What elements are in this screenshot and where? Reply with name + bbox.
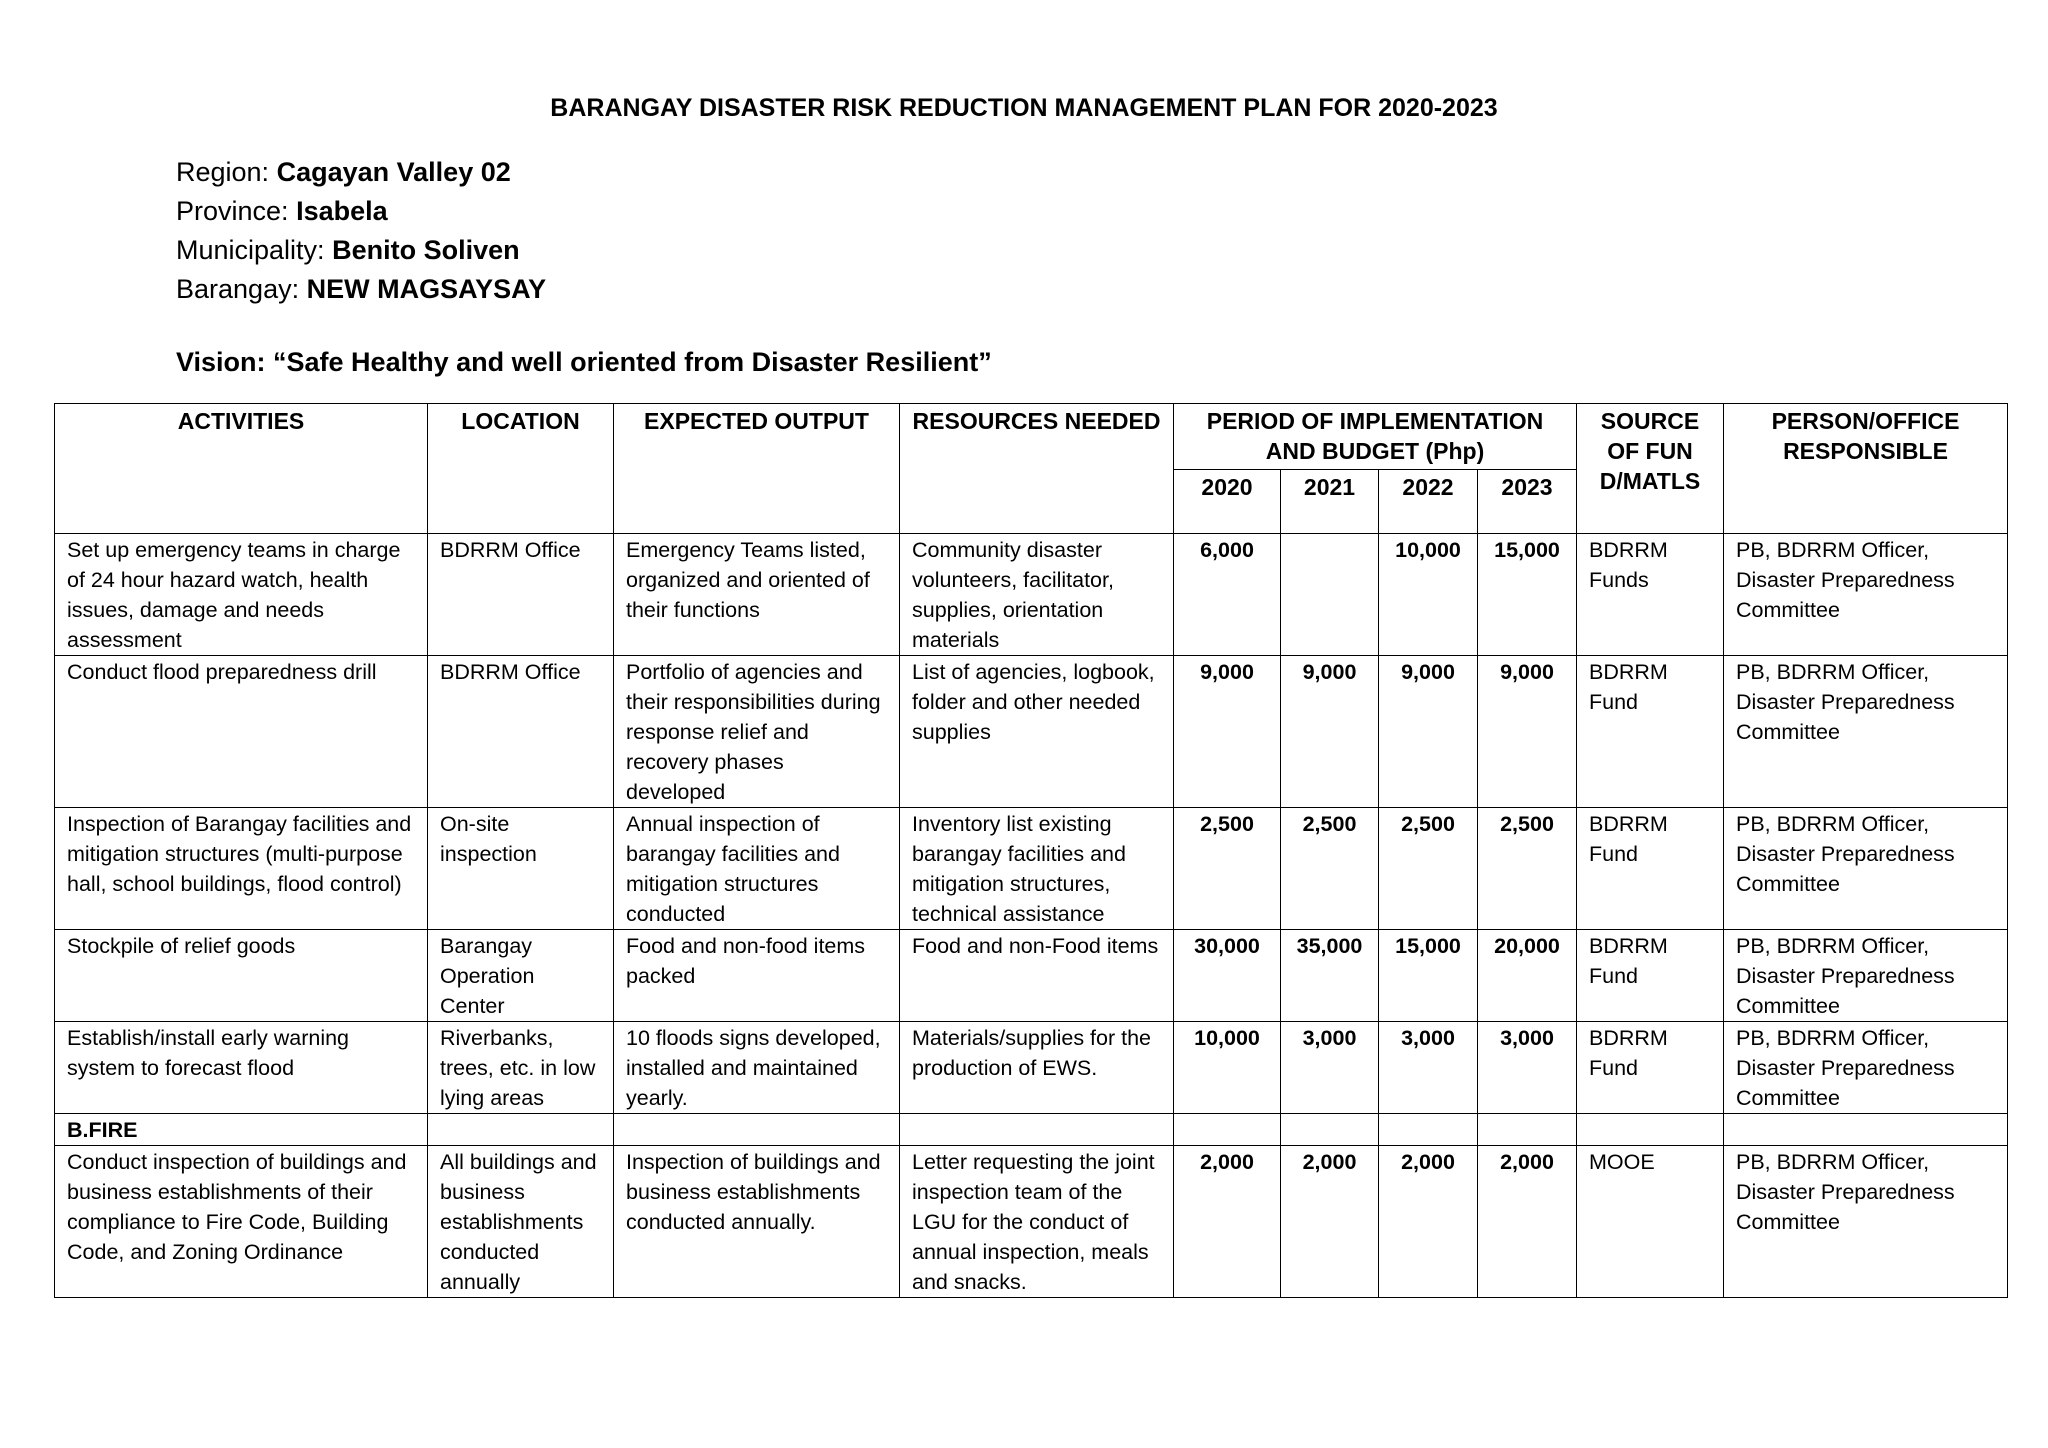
header-period: PERIOD OF IMPLEMENTATION AND BUDGET (Php) bbox=[1174, 404, 1577, 470]
budget-2023-cell: 20,000 bbox=[1478, 930, 1577, 1022]
activity-cell: Inspection of Barangay facilities and mitigation structures (multi-purpose hall, school buildings, flood control) bbox=[55, 808, 428, 930]
activity-cell: Establish/install early warning system to forecast flood bbox=[55, 1022, 428, 1114]
activity-cell: Conduct inspection of buildings and business establishments of their compliance to Fire Code, Building Code, and Zoning Ordinance bbox=[55, 1146, 428, 1298]
resources-cell: List of agencies, logbook, folder and other needed supplies bbox=[900, 656, 1174, 808]
budget-2023-cell: 2,500 bbox=[1478, 808, 1577, 930]
section-label-fire: B.FIRE bbox=[55, 1114, 428, 1146]
drrm-plan-table bbox=[54, 403, 2008, 1298]
empty-cell bbox=[428, 1114, 614, 1146]
budget-2020-cell: 2,000 bbox=[1174, 1146, 1281, 1298]
budget-2023-cell: 2,000 bbox=[1478, 1146, 1577, 1298]
barangay-line bbox=[176, 270, 546, 309]
budget-2021-cell bbox=[1281, 534, 1379, 656]
barangay-value: NEW MAGSAYSAY bbox=[306, 274, 547, 304]
header-location: LOCATION bbox=[428, 404, 614, 534]
empty-cell bbox=[900, 1114, 1174, 1146]
empty-cell bbox=[1174, 1114, 1281, 1146]
municipality-value: Benito Soliven bbox=[332, 235, 520, 265]
budget-2020-cell: 30,000 bbox=[1174, 930, 1281, 1022]
table-row bbox=[55, 1146, 2008, 1298]
person-cell: PB, BDRRM Officer, Disaster Preparedness Committee bbox=[1724, 1146, 2008, 1298]
budget-2022-cell: 3,000 bbox=[1379, 1022, 1478, 1114]
location-info bbox=[176, 153, 546, 309]
header-year-2023: 2023 bbox=[1478, 470, 1577, 534]
budget-2022-cell: 15,000 bbox=[1379, 930, 1478, 1022]
output-cell: Annual inspection of barangay facilities and mitigation structures conducted bbox=[614, 808, 900, 930]
activity-cell: Conduct flood preparedness drill bbox=[55, 656, 428, 808]
header-year-2022: 2022 bbox=[1379, 470, 1478, 534]
output-cell: 10 floods signs developed, installed and maintained yearly. bbox=[614, 1022, 900, 1114]
budget-2023-cell: 3,000 bbox=[1478, 1022, 1577, 1114]
output-cell: Inspection of buildings and business establishments conducted annually. bbox=[614, 1146, 900, 1298]
location-cell: BDRRM Office bbox=[428, 656, 614, 808]
region-line bbox=[176, 153, 546, 192]
location-cell: Riverbanks, trees, etc. in low lying areas bbox=[428, 1022, 614, 1114]
province-value: Isabela bbox=[296, 196, 388, 226]
section-row bbox=[55, 1114, 2008, 1146]
location-cell: Barangay Operation Center bbox=[428, 930, 614, 1022]
budget-2022-cell: 10,000 bbox=[1379, 534, 1478, 656]
table-row bbox=[55, 930, 2008, 1022]
header-expected-output: EXPECTED OUTPUT bbox=[614, 404, 900, 534]
source-cell: MOOE bbox=[1577, 1146, 1724, 1298]
empty-cell bbox=[1281, 1114, 1379, 1146]
activity-cell: Set up emergency teams in charge of 24 hour hazard watch, health issues, damage and needs assessment bbox=[55, 534, 428, 656]
budget-2021-cell: 35,000 bbox=[1281, 930, 1379, 1022]
budget-2020-cell: 9,000 bbox=[1174, 656, 1281, 808]
header-activities: ACTIVITIES bbox=[55, 404, 428, 534]
province-line bbox=[176, 192, 546, 231]
table-row bbox=[55, 534, 2008, 656]
empty-cell bbox=[1577, 1114, 1724, 1146]
header-year-2021: 2021 bbox=[1281, 470, 1379, 534]
budget-2021-cell: 2,500 bbox=[1281, 808, 1379, 930]
source-cell: BDRRM Fund bbox=[1577, 656, 1724, 808]
empty-cell bbox=[1724, 1114, 2008, 1146]
empty-cell bbox=[1478, 1114, 1577, 1146]
resources-cell: Food and non-Food items bbox=[900, 930, 1174, 1022]
region-value: Cagayan Valley 02 bbox=[276, 157, 511, 187]
table-row bbox=[55, 656, 2008, 808]
vision-statement: Vision: “Safe Healthy and well oriented from Disaster Resilient” bbox=[176, 347, 992, 377]
budget-2022-cell: 2,500 bbox=[1379, 808, 1478, 930]
resources-cell: Inventory list existing barangay facilities and mitigation structures, technical assistance bbox=[900, 808, 1174, 930]
person-cell: PB, BDRRM Officer, Disaster Preparedness Committee bbox=[1724, 930, 2008, 1022]
empty-cell bbox=[614, 1114, 900, 1146]
output-cell: Emergency Teams listed, organized and oriented of their functions bbox=[614, 534, 900, 656]
source-cell: BDRRM Fund bbox=[1577, 808, 1724, 930]
resources-cell: Materials/supplies for the production of EWS. bbox=[900, 1022, 1174, 1114]
budget-2022-cell: 9,000 bbox=[1379, 656, 1478, 808]
budget-2021-cell: 2,000 bbox=[1281, 1146, 1379, 1298]
source-cell: BDRRM Funds bbox=[1577, 534, 1724, 656]
empty-cell bbox=[1379, 1114, 1478, 1146]
header-year-2020: 2020 bbox=[1174, 470, 1281, 534]
header-source: SOURCE OF FUND/MATLS bbox=[1577, 404, 1724, 534]
resources-cell: Letter requesting the joint inspection team of the LGU for the conduct of annual inspection, meals and snacks. bbox=[900, 1146, 1174, 1298]
source-cell: BDRRM Fund bbox=[1577, 1022, 1724, 1114]
source-cell: BDRRM Fund bbox=[1577, 930, 1724, 1022]
barangay-label: Barangay: bbox=[176, 274, 300, 304]
budget-2020-cell: 10,000 bbox=[1174, 1022, 1281, 1114]
resources-cell: Community disaster volunteers, facilitator, supplies, orientation materials bbox=[900, 534, 1174, 656]
budget-2023-cell: 9,000 bbox=[1478, 656, 1577, 808]
province-label: Province: bbox=[176, 196, 289, 226]
budget-2023-cell: 15,000 bbox=[1478, 534, 1577, 656]
person-cell: PB, BDRRM Officer, Disaster Preparedness Committee bbox=[1724, 534, 2008, 656]
municipality-label: Municipality: bbox=[176, 235, 325, 265]
header-resources-needed: RESOURCES NEEDED bbox=[900, 404, 1174, 534]
person-cell: PB, BDRRM Officer, Disaster Preparedness Committee bbox=[1724, 808, 2008, 930]
output-cell: Food and non-food items packed bbox=[614, 930, 900, 1022]
budget-2021-cell: 9,000 bbox=[1281, 656, 1379, 808]
budget-2021-cell: 3,000 bbox=[1281, 1022, 1379, 1114]
person-cell: PB, BDRRM Officer, Disaster Preparedness Committee bbox=[1724, 1022, 2008, 1114]
location-cell: All buildings and business establishments conducted annually bbox=[428, 1146, 614, 1298]
budget-2020-cell: 6,000 bbox=[1174, 534, 1281, 656]
budget-2020-cell: 2,500 bbox=[1174, 808, 1281, 930]
region-label: Region: bbox=[176, 157, 270, 187]
location-cell: On-site inspection bbox=[428, 808, 614, 930]
activity-cell: Stockpile of relief goods bbox=[55, 930, 428, 1022]
header-person: PERSON/OFFICE RESPONSIBLE bbox=[1724, 404, 2008, 534]
output-cell: Portfolio of agencies and their responsibilities during response relief and recovery phases developed bbox=[614, 656, 900, 808]
table-row bbox=[55, 1022, 2008, 1114]
municipality-line bbox=[176, 231, 546, 270]
document-title: BARANGAY DISASTER RISK REDUCTION MANAGEMENT PLAN FOR 2020-2023 bbox=[550, 94, 1498, 122]
table-row bbox=[55, 808, 2008, 930]
location-cell: BDRRM Office bbox=[428, 534, 614, 656]
budget-2022-cell: 2,000 bbox=[1379, 1146, 1478, 1298]
person-cell: PB, BDRRM Officer, Disaster Preparedness Committee bbox=[1724, 656, 2008, 808]
